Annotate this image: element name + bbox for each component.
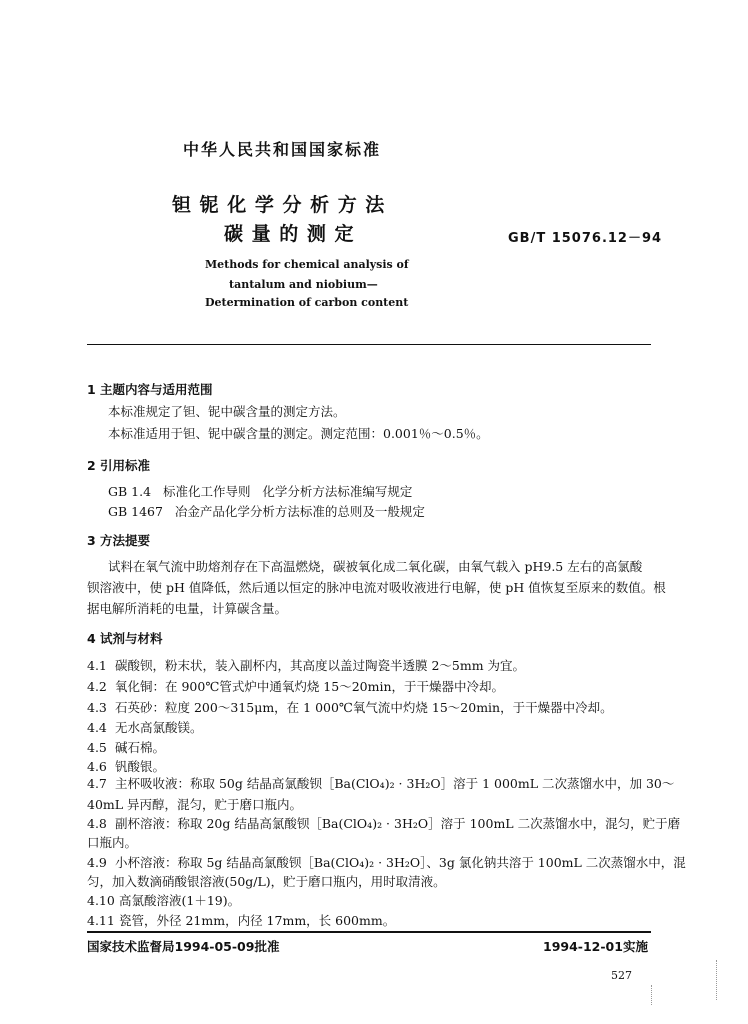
reagent-item — [87, 911, 395, 929]
standard-number: GB/T 15076.12－94 — [508, 231, 663, 246]
approval-date: 国家技术监督局1994-05-09批准 — [87, 939, 280, 954]
item-text: 碱石棉。 — [115, 740, 166, 755]
scan-edge-artifact — [716, 960, 717, 1000]
item-text: 小杯溶液：称取 5g 结晶高氯酸钡［Ba(ClO₄)₂ · 3H₂O］、3g 氯化钠共溶于 100mL 二次蒸馏水中，混 — [115, 855, 686, 870]
section-3-heading: 3 方法提要 — [87, 533, 151, 548]
item-number: 4.8 — [87, 816, 107, 831]
english-title-line1: Methods for chemical analysis of — [205, 258, 409, 271]
reagent-item-continuation: 口瓶内。 — [87, 835, 138, 850]
reagent-item — [87, 757, 165, 775]
reagent-item-continuation: 40mL 异丙醇，混匀，贮于磨口瓶内。 — [87, 797, 303, 812]
item-number: 4.5 — [87, 740, 107, 755]
reagent-item — [87, 814, 680, 832]
section-4-heading: 4 试剂与材料 — [87, 631, 163, 646]
item-number: 4.2 — [87, 679, 107, 694]
item-text: 副杯溶液：称取 20g 结晶高氯酸钡［Ba(ClO₄)₂ · 3H₂O］溶于 100mL 二次蒸馏水中，混匀，贮于磨 — [115, 816, 681, 831]
section-2-heading: 2 引用标准 — [87, 458, 151, 473]
item-text: 石英砂：粒度 200～315μm，在 1 000℃氧气流中灼烧 15～20min，于干燥器中冷却。 — [115, 700, 613, 715]
item-text: 高氯酸溶液(1＋19)。 — [119, 893, 241, 908]
item-number: 4.11 — [87, 913, 115, 928]
reagent-item-continuation: 匀，加入数滴硝酸银溶液(50g/L)，贮于磨口瓶内，用时取清液。 — [87, 874, 446, 889]
footer-divider — [87, 931, 651, 933]
section-1-line2: 本标准适用于钽、铌中碳含量的测定。测定范围：0.001％～0.5％。 — [108, 426, 489, 441]
reagent-item — [87, 698, 613, 716]
item-number: 4.9 — [87, 855, 107, 870]
reagent-item — [87, 656, 525, 674]
item-number: 4.7 — [87, 776, 107, 791]
reagent-item — [87, 738, 165, 756]
scan-edge-artifact — [651, 985, 652, 1005]
national-standard-heading: 中华人民共和国国家标准 — [183, 140, 382, 159]
section-1-line1: 本标准规定了钽、铌中碳含量的测定方法。 — [108, 404, 346, 419]
reagent-item — [87, 718, 203, 736]
item-number: 4.1 — [87, 658, 107, 673]
item-number: 4.3 — [87, 700, 107, 715]
reagent-item — [87, 853, 686, 871]
item-text: 氧化铜：在 900℃管式炉中通氧灼烧 15～20min，于干燥器中冷却。 — [115, 679, 505, 694]
section-3-line1: 试料在氧气流中助熔剂存在下高温燃烧，碳被氧化成二氧化碳，由氧气载入 pH9.5 左右的高氯酸 — [108, 559, 643, 574]
reagent-item — [87, 774, 674, 792]
header-divider — [87, 344, 651, 345]
item-number: 4.10 — [87, 893, 115, 908]
item-text: 瓷管，外径 21mm，内径 17mm，长 600mm。 — [119, 913, 396, 928]
item-number: 4.6 — [87, 759, 107, 774]
item-text: 碳酸钡，粉末状，装入副杯内，其高度以盖过陶瓷半透膜 2～5mm 为宜。 — [115, 658, 526, 673]
reagent-item — [87, 677, 504, 695]
document-title-line1: 钽 铌 化 学 分 析 方 法 — [172, 194, 386, 216]
english-title-line3: Determination of carbon content — [205, 296, 409, 309]
document-title-line2: 碳 量 的 测 定 — [224, 223, 355, 245]
section-1-heading: 1 主题内容与适用范围 — [87, 382, 213, 397]
item-text: 主杯吸收液：称取 50g 结晶高氯酸钡［Ba(ClO₄)₂ · 3H₂O］溶于 1 000mL 二次蒸馏水中，加 30～ — [115, 776, 675, 791]
section-3-line3: 据电解所消耗的电量，计算碳含量。 — [87, 601, 288, 616]
section-3-line2: 钡溶液中，使 pH 值降低，然后通以恒定的脉冲电流对吸收液进行电解，使 pH 值恢复至原来的数值。根 — [87, 580, 666, 595]
reagent-item — [87, 891, 240, 909]
english-title-line2: tantalum and niobium— — [229, 278, 378, 291]
section-2-line1: GB 1.4 标准化工作导则 化学分析方法标准编写规定 — [108, 484, 413, 499]
implementation-date: 1994-12-01实施 — [543, 939, 648, 954]
item-text: 无水高氯酸镁。 — [115, 720, 203, 735]
item-text: 钒酸银。 — [115, 759, 166, 774]
page-number: 527 — [611, 969, 632, 982]
item-number: 4.4 — [87, 720, 107, 735]
section-2-line2: GB 1467 冶金产品化学分析方法标准的总则及一般规定 — [108, 504, 425, 519]
